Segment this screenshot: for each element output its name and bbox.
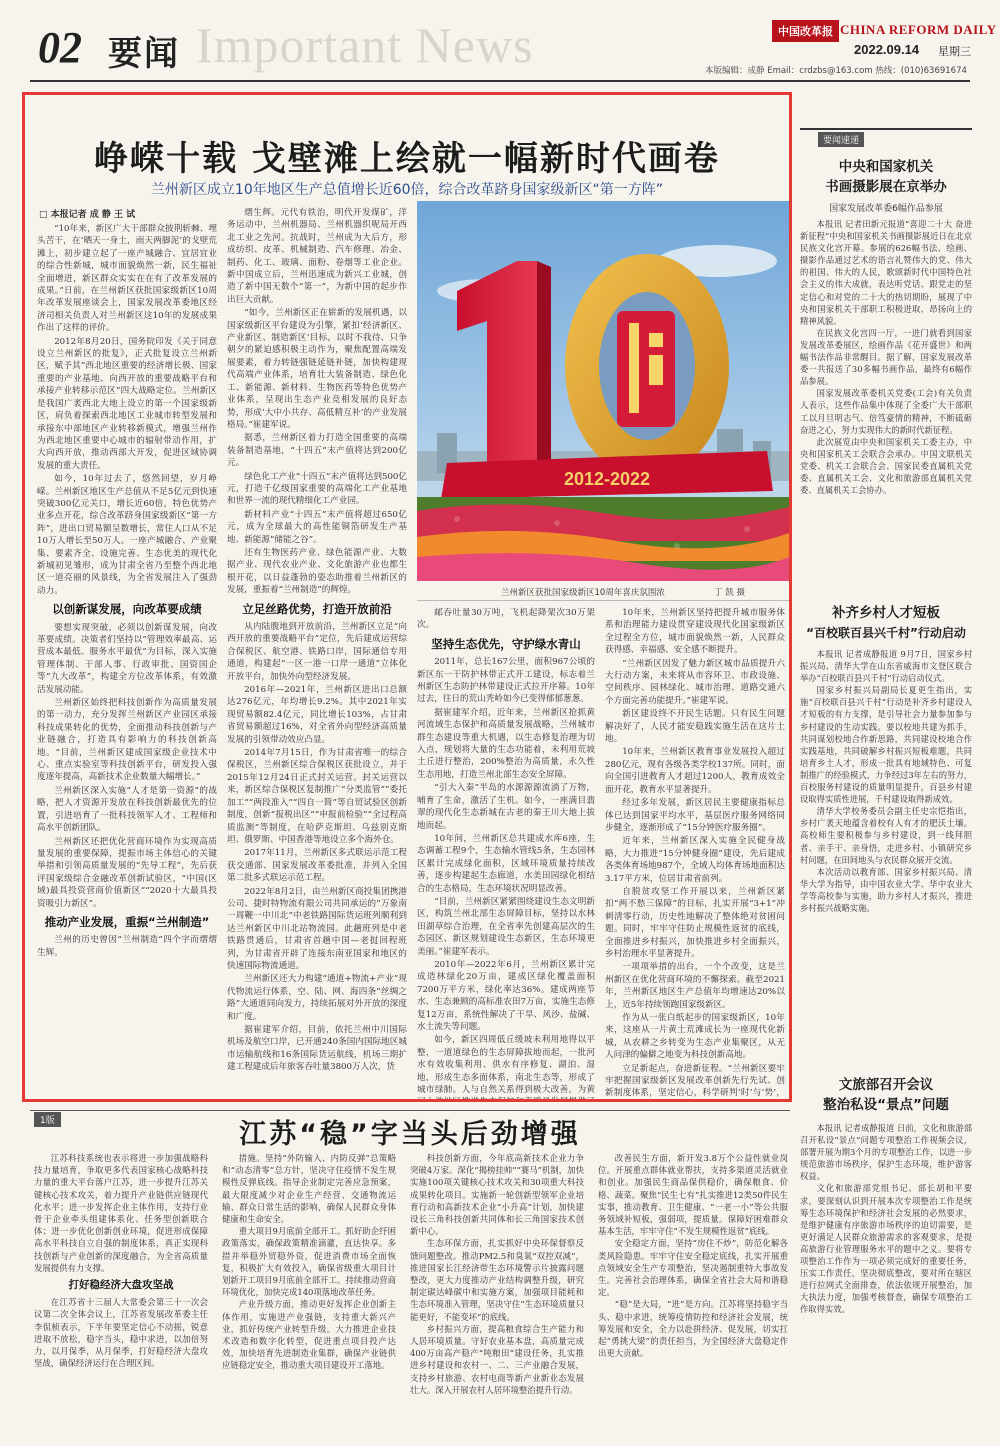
paragraph: 文化和旅游部党组书记、部长胡和平要求，要深刻认识到开展本次专项整治工作是统筹生态环境保护和经济社会发展的必然要求，是维护健康有序旅游市场秩序的迫切需要，是更好满足人民群众旅游需求的客观要求，是提高旅游行业管理服务水平的题中之义。要将专项整治工作作为一项必须完成好的重要任务，压实工作责任，坚决彻底整改，要对所在辖区进行拉网式全面排查，依法依规开展整治，加大执法力度，加强考核督查，确保专项整治工作取得实效。 (800, 1183, 972, 1315)
paragraph: 兰州的历史曾因“兰州制造”四个字而熠熠生辉。 (37, 935, 217, 958)
feature-column-3 (417, 607, 595, 1099)
lower-headline: 江苏“稳”字当头后劲增强 (239, 1119, 581, 1150)
paragraph: 要想实现突破，必须以创新谋发展，向改革要成绩。决策者们坚持以“管理效率最高、运营成本最低、服务水平最优”为目标，深入实施管理体制、干部人事、行政审批、国资国企等“九大改革”，构建全方位改革体系，有效激活发展动能。 (37, 622, 217, 695)
paragraph: 据崔建军介绍，近年来，兰州新区抢抓黄河流域生态保护和高质量发展战略，兰州城市群生态建设等重大机遇，以生态修复治理为切入点，规划将大量的生态功能着，未利用荒坡土丘进行整治，200%整治为高质量，永久性生态用地，打造兰州北部生态安全屏障。 (417, 707, 595, 780)
paragraph: 江苏科技系统也表示将进一步加强战略科技力量培育，争取更多代表国家核心战略科技力量的重大平台落户江苏，进一步提升江苏关键核心技术攻关，着力提升产业链供应链现代化水平；进一步发挥企业主体作用，支持行业骨干企业牵头组建体系化、任务型创新联合体；进一步优化创新创业环境，促进形成保障高水平科技自立自强的制度体系，真正实现科技创新与产业创新的深度融合，为全省高质量发展提供有力支撑。 (34, 1153, 208, 1273)
continued-from-tag: 1版 (34, 1112, 61, 1127)
paragraph: 国家发展改革委机关党委(工会)有关负责人表示，这些作品集中体现了全委广大干部职工以月旦明志气、倍笃豪情的精神，不断砥砺奋进之心，努力实现伟大的新时代新征程。 (800, 388, 972, 435)
section-title-cn: 要闻 (108, 34, 180, 74)
paragraph: 产业升级方面，推动更好发挥企业创新主体作用，实施进产业强链，支持重大新兴产业，抓好传统产业转型升级。大力推进企业技术改造和数字化转型，促进重点项目投产达效，加快培育先进制造业集群，确保产业链供应链稳定安全，推动重大项目建设开工落地。 (222, 1299, 396, 1371)
paragraph: 2012年8月20日，国务院印发《关于同意设立兰州新区的批复》，正式批复设立兰州新区，赋予其“西北地区重要的经济增长极、国家重要的产业基地、向西开放的重要战略平台和承接产业转移示范区”四大战略定位。兰州新区是我国广袤西北大地上设立的第一个国家级新区，肩负着探索西北地区工业城市转型发展和承接东中部地区产业转移新模式，增强兰州作为西北地区重要中心城市的辐射带动作用，扩大向西开放，推动西部大开发，促进区域协调发展的重大责任。 (37, 336, 217, 471)
paragraph: 绿色化工产业“十四五”末产值将达到500亿元，打造千亿级国家重要的高端化工产业基地和世界一流的现代精细化工产业园。 (227, 471, 407, 507)
lower-column-3 (410, 1152, 584, 1442)
issue-weekday: 星期三 (938, 45, 971, 58)
lower-column-4 (598, 1152, 788, 1442)
paragraph: 2010年—2022年6月，兰州新区累计完成造林绿化20万亩，建成区绿化覆盖面积7200万平方米，绿化率达36%。建成两座节水、生态兼顾的高标准农田7万亩，实施生态修复12万亩，系统性解决了干旱、风沙、盐碱、水土流失等问题。 (417, 959, 595, 1032)
paragraph: 兰州新区还大力构建“通道+物流+产业”现代物流运行体系，空、陆、网、海四条“丝绸之路”大通道同向发力，持续拓展对外开放的深度和广度。 (227, 974, 407, 1022)
paragraph: 本次活动以教育部、国家乡村振兴局、清华大学为指导，由中国农业大学、华中农业大学等高校参与实施，助力乡村人才振兴，推进乡村振兴战略实施。 (800, 866, 972, 913)
newspaper-name-en: CHINA REFORM DAILY (840, 22, 997, 37)
paragraph: “如今，兰州新区正在崭新的发展机遇，以国家级新区平台建设为引擎，紧扣‘经济新区、产业新区、制造新区’目标，以时不我待、只争朝夕的紧迫感积极主动作为，聚焦配置高端发展要素，着力转链强链延链补链，加快构建现代高端产业体系，培育壮大装备制造、绿色化工、新能源、新材料、生物医药等特色优势产业体系，呈现出生态产业竞相发展的良好态势，形成‘大中小共存、高低精互补’的产业发展格局。”崔建军说。 (227, 308, 407, 430)
anniversary-sculpture-photo (417, 201, 789, 581)
feature-photo (417, 201, 789, 581)
paragraph: 立足新起点，奋进新征程。“兰州新区要牢牢把握国家级新区发展改革创新先行先试、创新制度体系，坚定信心，科学研判‘时’与‘势’， (605, 1063, 785, 1099)
paragraph: 如今，10年过去了，悠然回望，岁月峥嵘。兰州新区地区生产总值从不足5亿元到快速突破300亿元关口，增长近60倍，特色优势产业多点开花，综合改革跻身国家级新区“第一方阵”，进出口贸易额呈数增长，常住人口从不足10万人增长至50万人。一座产城融合、产业聚集、要素齐全、设施完善、生态优美的现代化新城初见雏形，成为甘肃全省乃至整个西北地区一道亮丽的风景线，为全省发展注入了强劲动力。 (37, 474, 217, 596)
photo-caption (417, 583, 789, 601)
feature-byline: □ 本报记者 成 静 王 试 (39, 210, 136, 220)
section-heading-industry: 推动产业发展，重振“兰州制造” (44, 914, 210, 929)
paragraph: 10年来，兰州新区教育事业发展投入超过280亿元，现有各级各类学校137所。同时，面向全国引进教育人才超过1200人，教育成效全面开花，教育水平显著提升。 (605, 747, 785, 795)
paragraph: 在江苏省十三届人大常委会第三十一次会议第二次全体会议上，江苏省发展改革委主任李侃桢表示，下半年要坚定信心不动摇，锐意进取不放松，稳字当头，稳中求进，以加倍努力，以月保季，从月保季，打好稳经济大盘攻坚战，确保经济运行在合理区间。 (34, 1297, 208, 1369)
brief-3-title-line2: 整治私设“景点”问题 (823, 1097, 949, 1113)
paragraph: 清华大学校务委员会副主任史宗恺指出，乡村广袤天地蕴含着校有人有才的肥沃土壤。高校师生要积极参与乡村建设，到一线拜胆者、亲手干、亲身悟，走进乡村、小镇研究乡村问题，在田间地头与农民群众展开交流。 (800, 806, 972, 865)
paragraph: 此次展览由中央和国家机关工委主办，中央和国家机关工会联合会承办。中国文联机关党委、机关工会联合会、国家民委直属机关党委、直属机关工会、文化和旅游部直属机关党委、直属机关工会协办。 (800, 436, 972, 496)
page-number: 02 (38, 23, 82, 72)
paragraph: 国家乡村振兴局副局长夏更生指出，实施“百校联百县兴千村”行动是补齐乡村建设人才短板的有力支撑，是引导社会力量参加参与乡村建设的生动实践。要以校地共建为抓手，共同谋划校地合作新思路，共同建设校地合作实践基地，共同破解乡村振兴短板难题，共同培育乡土人才，形成一批具有地域特色、可复制推广的经验模式，力争经过3年左右的努力，百校服务村建设的质量明显提升，百县乡村建设取得实质性进展，千村建设取得新成效。 (800, 685, 972, 805)
section-heading-eco: 坚持生态优先，守护绿水青山 (431, 636, 581, 651)
feature-subhead: 兰州新区成立10年地区生产总值增长近60倍，综合改革跻身国家级新区“第一方阵” (150, 182, 664, 198)
paragraph: 据崔建军介绍，目前，依托兰州中川国际机场及航空口岸，已开通240条国内国际地区城市运输航线和16条国际货运航线，机场三期扩建工程建成后年旅客吞吐量3800万人次，货 (227, 1025, 407, 1073)
paragraph: 熠生辉。元代有铁治，明代开发煤矿，洋务运动中，兰州机器局、兰州机器织呢局开西北工业之先河。抗战时，兰州成为大后方，形成纺织、皮革、机械制造、汽车修理、冶金、制药、化工、玻璃、面粉、卷烟等工业企业。新中国成立后，兰州迅速成为新兴工业城，创造了新中国无数个“第一”，为新中国的起步作出巨大贡献。 (227, 208, 407, 305)
brief-1-subtitle: 国家发展改革委6幅作品参展 (829, 204, 943, 214)
brief-3-title-line1: 文旅部召开会议 (838, 1077, 934, 1093)
paragraph: 重大项目9月底前全部开工。抓好助企纾困政策落实，确保政策精准滴灌，直达快享。多措并举稳外贸稳外资，促进消费市场全面恢复，积极扩大有效投入，确保省级重大项目计划新开工项目9月底前全部开工。持续推动营商环境优化，加快完成140项落地改革任务。 (222, 1226, 396, 1298)
brief-2-title-line1: 补齐乡村人才短板 (832, 605, 940, 621)
newspaper-logo: 中国改革报 (772, 20, 839, 42)
paragraph: 10年间，兰州新区总共建成水库6座，生态调蓄工程9个，生态输水管线5条，生态园林区累计完成绿化面积，区域环境质量持续改善，逐步构建起生态廊道，水美田园绿化相结合的生态格局，生态环境状况明显改善。 (417, 833, 595, 894)
paragraph: 在民族文化宫四一厅，一进门就看到国家发展改革委展区，绘画作品《花开盛世》和两幅书法作品非常醒目。据了解，国家发展改革委一共报送了30多幅书画作品，最终有6幅作品参展。 (800, 327, 972, 387)
paragraph: 兰州新区始终把科技创新作为高质量发展的第一动力，充分发挥兰州新区产业园区承接科技成果转化的优势，全面推动科技创新与产业链融合，打造具有影响力的科技创新高地。“目前，兰州新区建成国家级企业技术中心、重点实验室等科技创新平台，研发投入强度逐年提高，高新技术企业数量大幅增长。” (37, 698, 217, 783)
paragraph: “10年来，新区广大干部群众披荆斩棘、埋头苦干，在‘晒天一身土，雨天两脚泥’的戈壁荒滩上，初步建立起了一座产城融合、宜居宜业的综合性新城，城市面貌焕然一新，民生福祉全面增进，新区群众实实在在有了改革发展的成果。”日前，在兰州新区获批国家级新区10周年改革发展座谈会上，国家发展改革委地区经济司相关负责人对兰州新区这10年的发展成果作出了这样的评价。 (37, 224, 217, 334)
sculpture-year-text: 2012-2022 (563, 469, 651, 489)
paragraph: 邮吞吐量30万吨，飞机起降架次30万架次。 (417, 608, 595, 631)
paragraph: 如今，新区四周低丘缓坡未利用地得以平整，一道道绿色的生态屏障拔地而起，一批河水有效收集利用、供水有序修复、湖泊、湿地，形成生态多面体系，南北生态等，形成了城市绿肺。人与自然关系得到极大改善，为黄 (417, 1035, 595, 1096)
paragraph: 兰州新区还把优化营商环境作为实现高质量发展的重要保障，提振市场主体信心的关键举措和引领高质量发展的“先导工程”，先后获评国家级综合金融改革创新试验区，“中国(区域)最具投资营商价值新区”“2020十大最具投资吸引力新区”。 (37, 836, 217, 909)
paragraph: 措施。坚持“外防输入、内防反弹”总策略和“动态清零”总方针，坚决守住疫情不发生规模性反弹底线。指导企业制定完善应急预案，最大限度减少对企业生产经营、交通物流运输、群众日常生活的影响，确保人民群众身体健康和生命安全。 (222, 1153, 396, 1225)
paragraph: 作为从一张白纸起步的国家级新区，10年来，这座从一片黄土荒滩成长为一座现代化新城，从农耕之乡转变为生态产业集聚区，从无人问津的偏僻之地变为科技创新高地。 (605, 1013, 785, 1061)
brief-2-title-line2: “百校联百县兴千村”行动启动 (806, 626, 966, 640)
paragraph: 兰州新区深入实施“人才是第一资源”的战略，把人才资源开发放在科技创新最优先的位置，引进培育了一批科技领军人才、工程师和高水平创新团队。 (37, 785, 217, 834)
paragraph: 一项项举措的出台，一个个改变，这是兰州新区在优化营商环境的不懈探索。截至2021年，兰州新区地区生产总值年均增速达20%以上，近5年持续领跑国家级新区。 (605, 962, 785, 1010)
sidebar-tag-bar (800, 128, 972, 144)
section-heading-reform: 以创新谋发展，向改革要成绩 (52, 602, 202, 617)
paragraph: “引大入秦”半岛的水源源源流淌了万物，哺育了生命，激活了生机。如今，一座满目翡翠的现代化生态新城在古老的秦王川大地上拔地而起。 (417, 783, 595, 831)
feature-column-1 (37, 223, 217, 1099)
paragraph: 2016年—2021年，兰州新区进出口总额达276亿元，年均增长9.2%。其中2021年实现贸易额82.4亿元，同比增长103%，占甘肃省贸易额超过16%，对全省外向型经济高质量发展的引领带动效应凸显。 (227, 685, 407, 745)
paragraph: 科技创新方面，今年底高新技术企业力争突破4万家。深化“揭榜挂帅”“赛马”机制，加快实施100项关键核心技术攻关和30项重大科技成果转化项目。实施新一轮创新型领军企业培育行动和高新技术企业“小升高”计划，加快建设长三角科技创新共同体和长三角国家技术创新中心。 (410, 1153, 584, 1237)
paragraph: 2011年，总长167公里，面积967公顷的新区东一干防护林带正式开工建设，标志着兰州新区生态防护林带建设正式拉开序幕。10年过去，往日的荒山秃岭如今已变得郁郁葱葱。 (417, 657, 595, 705)
paragraph: 安全稳定方面，坚持“房住不炒”，防范化解各类风险隐患。牢牢守住安全稳定底线，扎实开展重点领域安全生产专项整治，坚决遏制重特大事故发生。完善社会治理体系，确保全省社会大局和谐稳定。 (598, 1238, 788, 1298)
sidebar-tag: 要闻速递 (818, 132, 864, 147)
feature-column-2 (227, 207, 407, 1099)
lower-section-heading: 打好稳经济大盘攻坚战 (68, 1279, 174, 1292)
paragraph: 经过多年发展，新区居民主要健康指标总体已达到国家平均水平，基层医疗服务网络同步健全，逐渐形成了“15分钟医疗服务圈”。 (605, 798, 785, 833)
photo-caption-text: 兰州新区获批国家级新区10周年喜庆氛围浓 (501, 588, 665, 598)
paragraph: 改善民生方面，新开发3.8万个公益性就业岗位。开展重点群体就业帮扶，支持多渠道灵活就业和创业。加强民生商品保供稳价，确保粮食、价格、蔬菜。聚焦“民生七有”扎实推进12类50件民生实事，推动教育、卫生健康、“一老一小”等公共服务领域补短板，强弱项，提质量。保障好困难群众基本生活，牢牢守住“不发生规模性返贫”底线。 (598, 1153, 788, 1237)
paragraph: 生态环保方面，扎实抓好中央环保督察反馈问题整改。推动PM2.5和臭氧“双控双减”，推进国家长江经济带生态环境警示片披露问题整改，更大力度推动产业结构调整升级，研究制定碳达峰碳中和实施方案，加强项目能耗和生态环境准入管理，坚决守住“生态环境质量只能更好，不能变坏”的底线。 (410, 1238, 584, 1322)
feature-article-highlight (22, 92, 792, 1102)
masthead (0, 0, 1000, 84)
paragraph: 从内陆腹地到开放前沿，兰州新区立足“向西开放的重要战略平台”定位，先后建成运营综合保税区、航空港、铁路口岸，国际通信专用通道，构建起“一区一港一口岸一通道”立体化开放平台，加快外向型经济发展。 (227, 622, 407, 682)
paragraph: 还有生物医药产业、绿色能源产业、大数据产业、现代农业产业、文化旅游产业也都生根开花，以日益蓬勃的姿态助推着兰州新区的发展，重振着“兰州制造”的辉煌。 (227, 547, 407, 596)
paragraph: 自脱贫攻坚工作开展以来，兰州新区紧扣“两不愁三保障”的目标，扎实开展“3+1”冲刺清零行动，历史性地解决了整体绝对贫困问题。同时，牢牢守住防止规模性返贫的底线，全面推进乡村振兴，加快推进乡村全面振兴，乡村治理水平显著提升。 (605, 886, 785, 959)
brief-1-title-line2: 书画摄影展在京举办 (825, 179, 947, 195)
photo-credit: 丁 凯 摄 (714, 588, 745, 598)
lower-divider (30, 1110, 790, 1111)
paragraph: 10年来，兰州新区坚持把提升城市服务体系和治理能力建设贯穿建设现代化国家级新区全过程全方位，城市面貌焕然一新，人民群众获得感、幸福感、安全感不断提升。 (605, 608, 785, 656)
feature-column-4 (605, 607, 785, 1099)
issue-date: 2022.09.14 (854, 42, 920, 57)
feature-headline: 峥嵘十载 戈壁滩上绘就一幅新时代画卷 (94, 139, 720, 179)
paragraph: “稳”是大局，“进”是方向。江苏将坚持稳字当头、稳中求进，统筹疫情防控和经济社会发展，统筹发展和安全，全力以赴拼经济、促发展，切实扛起“勇挑大梁”的责任担当，为全国经济大盘稳定作出更大贡献。 (598, 1299, 788, 1359)
paragraph: 近年来，兰州新区深入实施全民健身战略，大力推进“15分钟健身圈”建设，先后建成各类体育场地987个，全域人均体育场地面积达3.17平方米，位居甘肃省前列。 (605, 836, 785, 884)
brief-2-body (800, 648, 972, 1068)
brief-3-body (800, 1122, 972, 1440)
paragraph: 本报讯 记者成静报道 日前，文化和旅游部召开私设“景点”问题专项整治工作视频会议，部署开展为期3个月的专项整治工作，以进一步规范旅游市场秩序，保护生态环境，维护游客权益。 (800, 1123, 972, 1182)
section-heading-open: 立足丝路优势，打造开放前沿 (242, 601, 392, 616)
paragraph: 本报讯 记者田新元报道“喜迎二十大 奋进新征程”中央和国家机关书画摄影展近日在北京民族文化宫开幕。参展的626幅书法、绘画、摄影作品通过艺术的语言礼赞伟大的党、伟大的祖国、伟大的人民，歌颂新时代中国特色社会主义的伟大成就，表达听党话、跟党走的坚定信心和对党的二十大的热切期盼，展现了中央和国家机关干部职工积极进取、昂扬向上的精神风貌。 (800, 219, 972, 326)
paragraph: 2017年11月，兰州新区多式联运示范工程获交通部、国家发展改革委批准，并列入全国第二批多式联运示范工程。 (227, 848, 407, 884)
brief-1-title-line1: 中央和国家机关 (838, 159, 934, 175)
masthead-divider (30, 80, 970, 82)
paragraph: “兰州新区因发了魅力新区城市品质提升六大行动方案，未来将从市容环卫、市政设施、空间秩序、园林绿化、城市治理、道路交通六个方面完善功能提升。”崔建军说。 (605, 658, 785, 706)
lower-column-1 (34, 1152, 208, 1442)
paragraph: 2014年7月15日，作为甘肃省唯一的综合保税区，兰州新区综合保税区获批设立，并于2015年12月24日正式封关运营。封关运营以来，新区综合保税区复制推广“分类监管”“委托加工”“两段准入”“四自一简”等自贸试验区创新制度，创新“报税出区”“申报前检验”“全过程高质监测”等制度，在哈萨克斯坦、乌兹别克斯坦、俄罗斯、中国香港等地设立多个海外仓。 (227, 748, 407, 845)
paragraph: 新区建设终不开民生话题。只有民生问题解决好了，人民才能安稳践实施生活在这片土地。 (605, 709, 785, 745)
paragraph: 新材料产业“十四五”末产值将超过650亿元，成为全球最大的高性能铜箔研发生产基地、新能源“储能之谷”。 (227, 509, 407, 545)
news-brief-sidebar (800, 92, 972, 1442)
paragraph: 本报讯 记者成静报道 9月7日，国家乡村振兴局、清华大学在山东省威海市文登区联合举办“百校联百县兴千村”行动启动仪式。 (800, 649, 972, 684)
editor-info: 本版编辑：成静 Email：crdzbs@163.com 热线：(010)63691674 (705, 66, 967, 76)
paragraph: 据悉，兰州新区着力打造全国重要的高端装备制造基地，“十四五”末产值将达到200亿元。 (227, 433, 407, 469)
section-title-en: Important News (196, 17, 534, 73)
lower-column-2 (222, 1152, 396, 1442)
paragraph: 2022年8月2日，由兰州新区商投集团携港公司、捷时特物流有限公司共同承运的“万象南一周鞭一中川北”中老铁路国际货运班列顺利到达兰州新区中川北站物流园。此趟班列是中老铁路贯通后，甘肃省首趟中国—老挝回程班列，为甘肃省开辟了连接东南亚国家和地区的快速国际物流通道。 (227, 886, 407, 971)
paragraph: 乡村振兴方面，提高粮食综合生产能力和人居环境质量。守好农业基本盘，高质量完成400万亩高产稳产“吨粮田”建设任务，扎实推进乡村建设和农村一、二、三产业融合发展，支持乡村旅游、农村电商等新产业新业态发展壮大。深入开展农村人居环境整治提升行动。 (410, 1323, 584, 1395)
paragraph: “目前，兰州新区紧紧围绕建设生态文明新区，构筑兰州北部生态屏障目标，坚持以水林田湖草综合治理，在全省率先创建高层次的生态园区、新区规划建设生态新区，生态环境更美丽。”崔建军表示。 (417, 896, 595, 957)
